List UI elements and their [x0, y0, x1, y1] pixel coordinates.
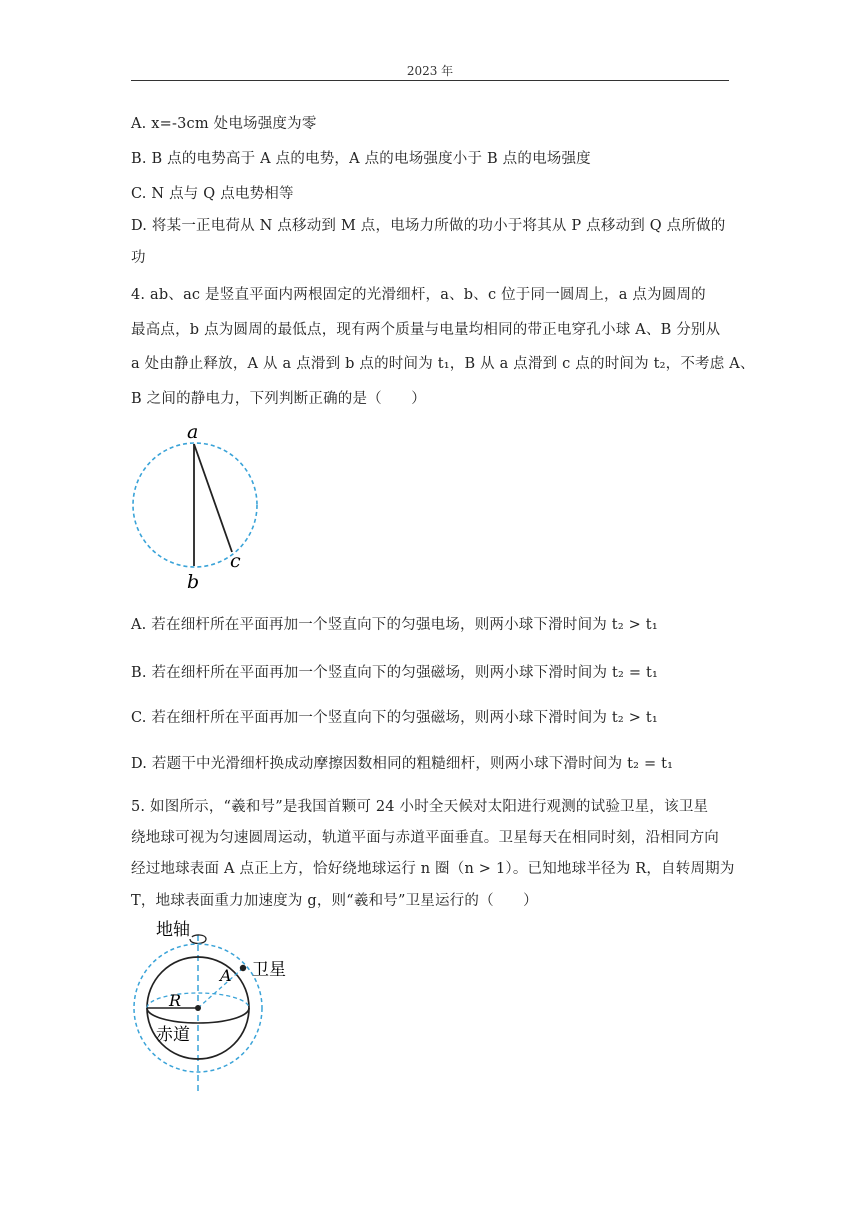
q5-label-satellite: 卫星: [252, 960, 286, 980]
q4-stem-line-2: 最高点，b 点为圆周的最低点，现有两个质量与电量均相同的带正电穿孔小球 A、B 分别从: [131, 322, 721, 338]
q3-option-c: C. N 点与 Q 点电势相等: [131, 186, 294, 202]
q4-stem-line-3: a 处由静止释放，A 从 a 点滑到 b 点的时间为 t₁，B 从 a 点滑到 c 点的时间为 t₂，不考虑 A、: [131, 356, 755, 372]
page-header: 2023 年: [406, 64, 454, 78]
q4-stem-line-4: B 之间的静电力，下列判断正确的是（ ）: [131, 391, 426, 407]
q3-option-d: D. 将某一正电荷从 N 点移动到 M 点，电场力所做的功小于将其从 P 点移动到 Q 点所做的: [131, 218, 726, 234]
q4-option-a: A. 若在细杆所在平面再加一个竖直向下的匀强电场，则两小球下滑时间为 t₂ > t₁: [131, 617, 658, 633]
q4-option-b: B. 若在细杆所在平面再加一个竖直向下的匀强磁场，则两小球下滑时间为 t₂ = t₁: [131, 665, 659, 681]
q5-earth-figure: [128, 915, 318, 1097]
q5-label-equator: 赤道: [156, 1025, 190, 1045]
q5-stem-line-1: 5. 如图所示，“羲和号”是我国首颗可 24 小时全天候对太阳进行观测的试验卫星，该卫星: [131, 799, 709, 815]
q4-option-d: D. 若题干中光滑细杆换成动摩擦因数相同的粗糙细杆，则两小球下滑时间为 t₂ = t₁: [131, 756, 674, 772]
q4-circle: [133, 443, 257, 567]
q5-label-r: R: [169, 991, 182, 1010]
q5-label-a: A: [220, 966, 232, 985]
q5-label-axis: 地轴: [156, 920, 190, 940]
q4-option-c: C. 若在细杆所在平面再加一个竖直向下的匀强磁场，则两小球下滑时间为 t₂ > t₁: [131, 710, 658, 726]
q5-stem-line-3: 经过地球表面 A 点正上方，恰好绕地球运行 n 圈（n > 1）。已知地球半径为 R，自转周期为: [131, 861, 735, 877]
q4-label-b: b: [187, 571, 200, 590]
q3-option-a: A. x=-3cm 处电场强度为零: [131, 116, 317, 132]
q4-label-a: a: [187, 421, 199, 443]
q5-satellite-dot: [240, 965, 246, 971]
q4-circle-figure: [126, 418, 276, 590]
q3-option-b: B. B 点的电势高于 A 点的电势，A 点的电场强度小于 B 点的电场强度: [131, 151, 591, 167]
q5-stem-line-2: 绕地球可视为匀速圆周运动，轨道平面与赤道平面垂直。卫星每天在相同时刻，沿相同方向: [131, 830, 719, 846]
q5-stem-line-4: T，地球表面重力加速度为 g，则“羲和号”卫星运行的（ ）: [131, 893, 538, 909]
q3-option-d-cont: 功: [131, 250, 146, 266]
q4-label-c: c: [230, 550, 241, 572]
q5-center-dot: [195, 1005, 201, 1011]
q4-rod-ac: [194, 444, 232, 552]
q4-stem-line-1: 4. ab、ac 是竖直平面内两根固定的光滑细杆，a、b、c 位于同一圆周上，a 点为圆周的: [131, 287, 706, 303]
header-rule: [131, 80, 729, 81]
